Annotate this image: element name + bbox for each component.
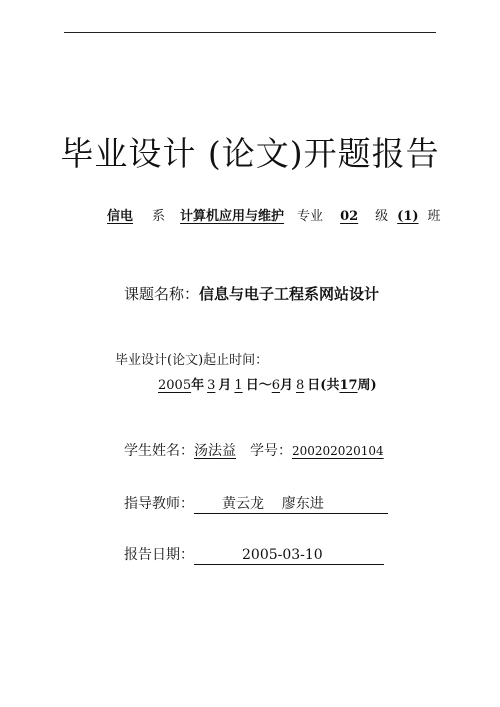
year-char: 年 xyxy=(191,378,205,393)
report-date-label: 报告日期： xyxy=(124,547,194,563)
end-month-char: 月 xyxy=(280,378,294,393)
class-value: (1) xyxy=(397,209,419,224)
total-weeks: 17 xyxy=(339,378,358,393)
page-title: 毕业设计 (论文)开题报告 xyxy=(60,134,440,173)
total-prefix: 日(共 xyxy=(307,378,340,393)
start-month: 3 xyxy=(207,378,216,393)
topic-value: 信息与电子工程系网站设计 xyxy=(199,285,380,303)
advisor-row xyxy=(124,493,388,514)
header-rule xyxy=(64,32,436,33)
topic-row xyxy=(124,283,379,304)
department-value: 信电 xyxy=(107,209,134,224)
month-char: 月 xyxy=(218,378,232,393)
report-date-value: 2005-03-10 xyxy=(194,547,384,565)
class-info-line xyxy=(99,205,444,224)
start-day-char: 日 xyxy=(245,378,259,393)
class-label: 班 xyxy=(427,209,441,224)
student-name-label: 学生姓名： xyxy=(124,443,194,459)
student-row xyxy=(124,440,384,460)
major-value: 计算机应用与维护 xyxy=(180,209,285,224)
advisor-label: 指导教师： xyxy=(124,496,194,512)
period-label: 毕业设计(论文)起止时间： xyxy=(115,353,269,368)
grade-label: 级 xyxy=(375,209,389,224)
student-id-value: 200202020104 xyxy=(292,444,384,458)
report-date-row xyxy=(124,544,384,565)
range-tilde: ～ xyxy=(258,378,272,393)
advisor-names: 黄云龙 廖东进 xyxy=(194,496,388,514)
department-label: 系 xyxy=(152,209,166,224)
end-month: 6 xyxy=(271,378,280,393)
week-suffix: 周) xyxy=(357,378,377,393)
start-year: 2005 xyxy=(158,378,192,393)
student-name-value: 汤法益 xyxy=(194,443,236,459)
major-label: 专业 xyxy=(297,209,324,224)
start-day: 1 xyxy=(234,378,243,393)
topic-label: 课题名称： xyxy=(124,285,200,303)
end-day: 8 xyxy=(296,378,305,393)
student-id-label: 学号： xyxy=(250,443,292,459)
grade-value: 02 xyxy=(340,209,359,224)
period-row xyxy=(158,374,377,393)
